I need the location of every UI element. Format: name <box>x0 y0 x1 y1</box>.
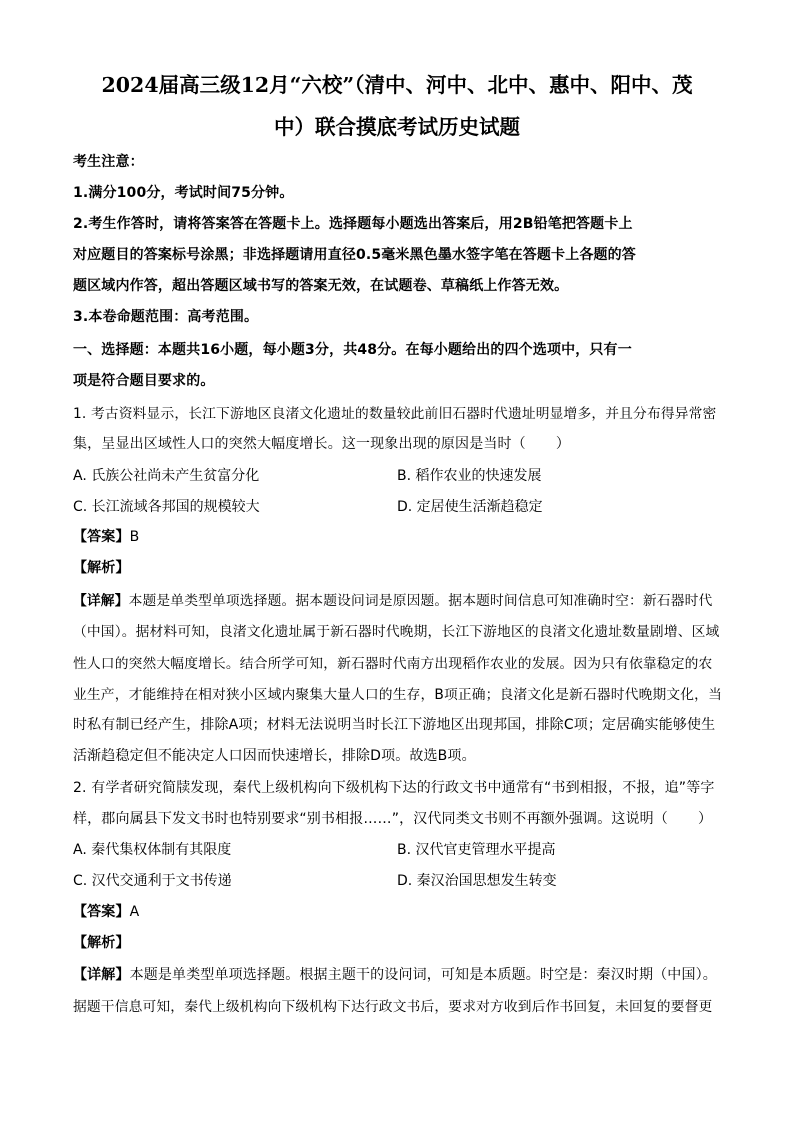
answer-value: B <box>129 529 140 545</box>
question-1-option-d: D. 定居使生活渐趋稳定 <box>397 499 543 515</box>
question-2-stem-line-2 <box>73 808 723 828</box>
question-1-detail-line-3: 性人口的突然大幅度增长。结合所学可知，新石器时代南方出现稻作农业的发展。因为只有依靠稳定的农 <box>73 656 713 672</box>
detail-text: 本题是单类型单项选择题。据本题设问词是原因题。据本题时间信息可知准确时空：新石器时代 <box>128 593 713 609</box>
question-1-option-c: C. 长江流域各邦国的规模较大 <box>73 499 260 515</box>
question-2-option-d: D. 秦汉治国思想发生转变 <box>397 873 557 889</box>
question-1-option-b: B. 稻作农业的快速发展 <box>397 468 542 484</box>
question-1-analysis-label: 【解析】 <box>73 560 130 576</box>
question-1-stem-text: 集，呈显出区域性人口的突然大幅度增长。这一现象出现的原因是当时（ <box>73 436 526 452</box>
question-2-stem-line-1: 2. 有学者研究简牍发现，秦代上级机构向下级机构下达的行政文书中通常有“书到相报，不报，追”等字 <box>73 780 715 796</box>
question-1-stem-close: ） <box>555 436 570 452</box>
question-2-detail-line-2: 据题干信息可知，秦代上级机构向下级机构下达行政文书后，要求对方收到后作书回复，未回复的要督更 <box>73 999 713 1015</box>
notice-item-2-cont-2: 题区域内作答，超出答题区域书写的答案无效，在试题卷、草稿纸上作答无效。 <box>73 278 569 294</box>
detail-text: 本题是单类型单项选择题。根据主题干的设问词，可知是本质题。时空是：秦汉时期（中国）。 <box>129 967 717 983</box>
question-2-stem-text: 样，郡向属县下发文书时也特别要求“别书相报……”，汉代同类文书则不再额外强调。这说明（ <box>73 811 668 827</box>
question-1-detail-line-5: 时私有制已经产生，排除A项；材料无法说明当时长江下游地区出现邦国，排除C项；定居确实能够使生 <box>73 717 716 733</box>
question-1-detail-line-6: 活渐趋稳定但不能决定人口因而快速增长，排除D项。故选B项。 <box>73 748 476 764</box>
notice-heading: 考生注意： <box>73 154 144 170</box>
question-1-answer <box>73 526 723 546</box>
exam-title-line-1: 2024届高三级12月“六校”（清中、河中、北中、惠中、阳中、茂 <box>101 73 693 97</box>
notice-item-2: 2.考生作答时，请将答案答在答题卡上。选择题每小题选出答案后，用2B铅笔把答题卡上 <box>73 216 633 232</box>
exam-title-line-2: 中）联合摸底考试历史试题 <box>274 115 520 139</box>
question-1-detail-line-4: 业生产，才能维持在相对狭小区域内聚集大量人口的生存，B项正确；良渚文化是新石器时代晚期文化，当 <box>73 687 722 703</box>
section-heading: 一、选择题：本题共16小题，每小题3分，共48分。在每小题给出的四个选项中，只有一 <box>73 342 632 358</box>
question-2-analysis-label: 【解析】 <box>73 935 130 951</box>
question-2-stem-close: ） <box>697 811 713 827</box>
question-1-detail-line-1 <box>73 589 723 609</box>
question-1-stem-line-2 <box>73 433 723 453</box>
question-1-detail-line-2: （中国）。据材料可知，良渚文化遗址属于新石器时代晚期，长江下游地区的良渚文化遗址数量剧增、区域 <box>73 624 720 640</box>
notice-item-3: 3.本卷命题范围：高考范围。 <box>73 309 259 325</box>
answer-value: A <box>129 904 140 920</box>
question-2-option-b: B. 汉代官吏管理水平提高 <box>397 842 556 858</box>
question-1-stem-line-1: 1. 考古资料显示，长江下游地区良渚文化遗址的数量较此前旧石器时代遗址明显增多，并且分布得异常密 <box>73 406 717 422</box>
question-2-option-c: C. 汉代交通利于文书传递 <box>73 873 232 889</box>
section-heading-cont: 项是符合题目要求的。 <box>73 373 215 389</box>
question-1-option-a: A. 氏族公社尚未产生贫富分化 <box>73 468 260 484</box>
detail-label: 【详解】 <box>73 593 129 609</box>
question-2-option-a: A. 秦代集权体制有其限度 <box>73 842 232 858</box>
answer-label: 【答案】 <box>73 904 130 920</box>
answer-label: 【答案】 <box>73 529 130 545</box>
notice-item-2-cont: 对应题目的答案标号涂黑；非选择题请用直径0.5毫米黑色墨水签字笔在答题卡上各题的答 <box>73 247 636 263</box>
notice-item-1: 1.满分100分，考试时间75分钟。 <box>73 185 294 201</box>
question-2-detail-line-1 <box>73 964 723 984</box>
question-2-answer <box>73 901 723 921</box>
detail-label: 【详解】 <box>73 967 130 983</box>
